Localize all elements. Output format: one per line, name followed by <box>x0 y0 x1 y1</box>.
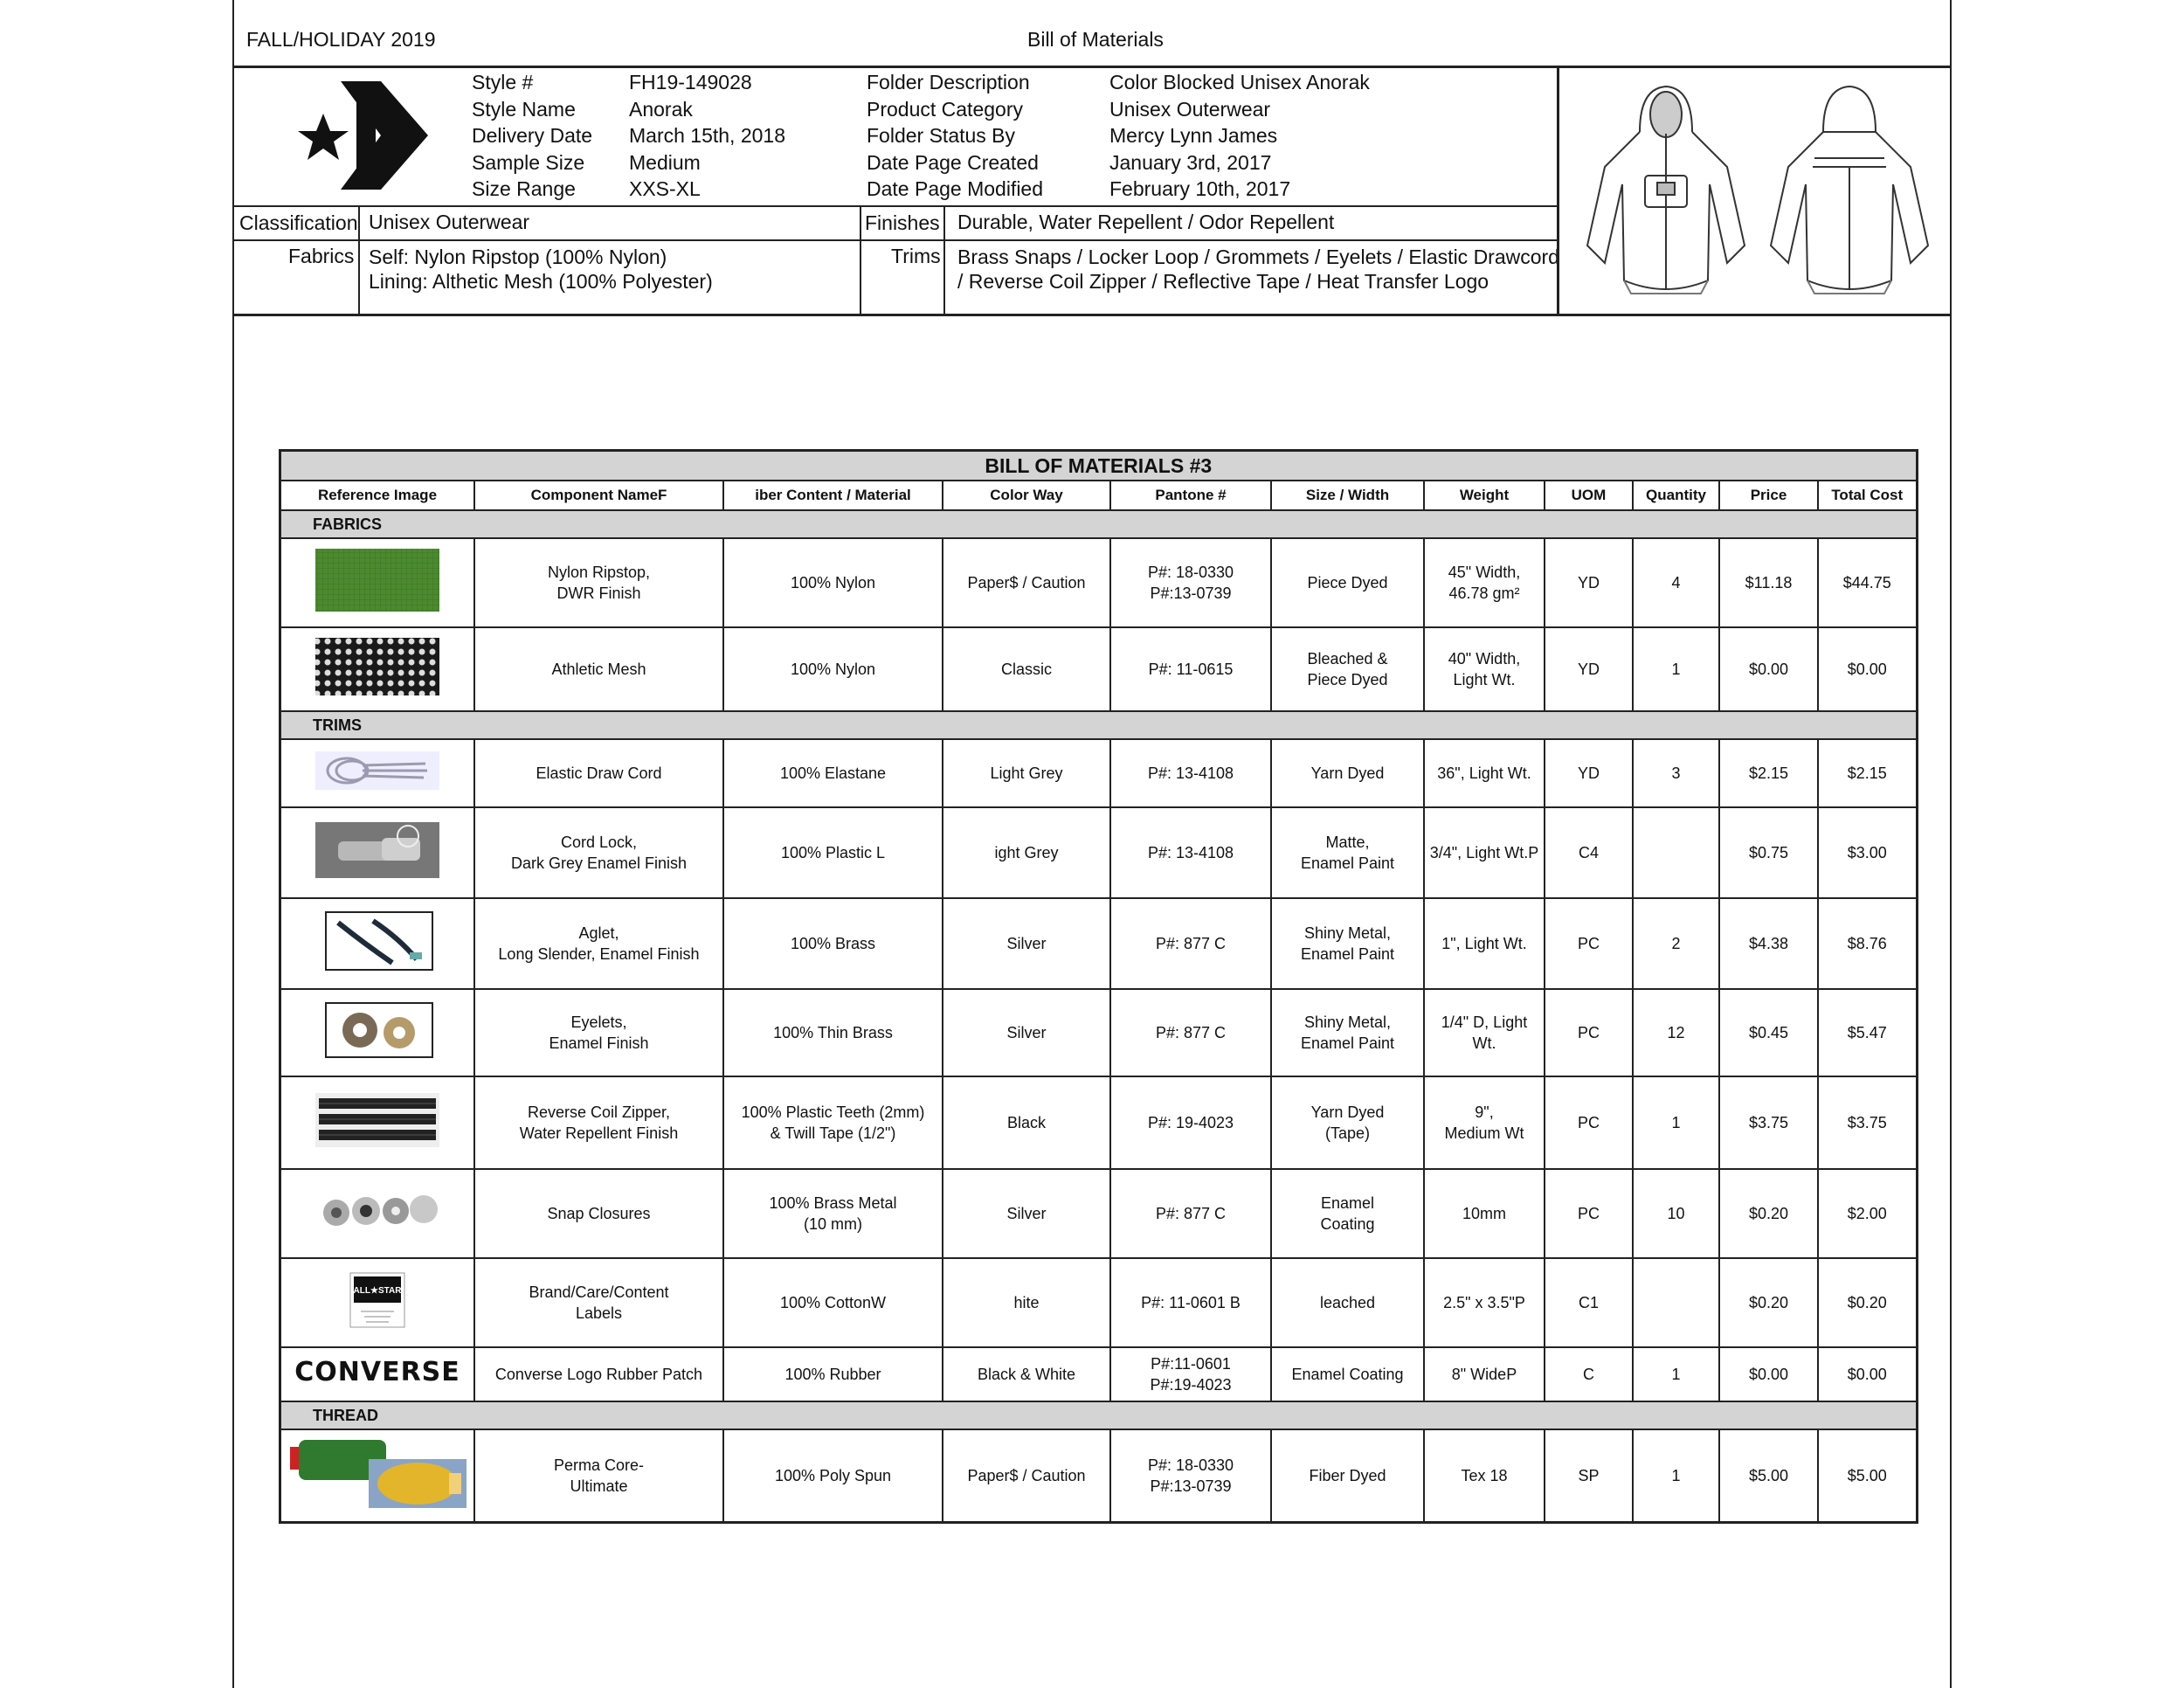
reference-image-cell <box>280 1347 475 1401</box>
green-ripstop-swatch-thumbnail <box>312 547 443 613</box>
style-name-value: Anorak <box>629 97 693 121</box>
total-cost-cell: $0.00 <box>1818 1347 1917 1401</box>
bom-row <box>280 898 1918 989</box>
bom-row <box>280 1258 1918 1347</box>
quantity-cell: 2 <box>1633 898 1719 989</box>
bom-row <box>280 1169 1918 1258</box>
folder-status-label: Folder Status By <box>867 124 1016 147</box>
zipper-thumbnail <box>312 1090 443 1151</box>
color-way-cell: ight Grey <box>943 807 1110 898</box>
section-fabrics <box>280 510 1918 538</box>
pantone-cell: P#: 877 C <box>1110 989 1271 1076</box>
svg-text:ALL★STAR: ALL★STAR <box>353 1286 402 1296</box>
component-name-cell: Perma Core- Ultimate <box>474 1429 723 1522</box>
details-top-rule <box>234 205 1557 207</box>
fiber-content-cell: 100% Nylon <box>723 538 943 627</box>
fiber-content-cell: 100% Brass Metal (10 mm) <box>723 1169 943 1258</box>
total-cost-cell: $5.00 <box>1818 1429 1917 1522</box>
price-cell: $11.18 <box>1719 538 1818 627</box>
price-cell: $2.15 <box>1719 739 1818 807</box>
total-cost-cell: $0.20 <box>1818 1258 1917 1347</box>
quantity-cell: 1 <box>1633 1429 1719 1522</box>
price-cell: $0.20 <box>1719 1169 1818 1258</box>
size-width-cell: Matte, Enamel Paint <box>1271 807 1424 898</box>
anorak-back-sketch <box>1753 71 1946 307</box>
product-category-label: Product Category <box>867 97 1023 121</box>
reference-image-cell <box>280 807 475 898</box>
weight-cell: 40" Width, Light Wt. <box>1424 627 1545 711</box>
quantity-cell: 1 <box>1633 1076 1719 1169</box>
weight-cell: Tex 18 <box>1424 1429 1545 1522</box>
bom-table <box>279 449 1918 1524</box>
component-name-cell: Nylon Ripstop, DWR Finish <box>474 538 723 627</box>
size-width-cell: Enamel Coating <box>1271 1169 1424 1258</box>
component-name-cell: Eyelets, Enamel Finish <box>474 989 723 1076</box>
style-number-label: Style # <box>472 71 534 93</box>
brand-logo-cell <box>234 66 463 205</box>
style-labels-left <box>472 69 592 203</box>
price-cell: $0.45 <box>1719 989 1818 1076</box>
component-name-cell: Elastic Draw Cord <box>474 739 723 807</box>
total-cost-cell: $2.00 <box>1818 1169 1917 1258</box>
weight-cell: 1", Light Wt. <box>1424 898 1545 989</box>
price-cell: $0.00 <box>1719 1347 1818 1401</box>
pantone-cell: P#: 11-0601 B <box>1110 1258 1271 1347</box>
size-width-cell: Yarn Dyed <box>1271 739 1424 807</box>
total-cost-cell: $0.00 <box>1818 627 1917 711</box>
snaps-thumbnail <box>312 1183 443 1239</box>
component-name-cell: Snap Closures <box>474 1169 723 1258</box>
pantone-cell: P#:11-0601 P#:19-4023 <box>1110 1347 1271 1401</box>
finishes-label: Finishes <box>865 211 940 234</box>
bom-header-row <box>280 481 1918 510</box>
thread-spools-thumbnail <box>283 1435 472 1512</box>
cord-lock-thumbnail <box>312 819 443 882</box>
sample-size-value: Medium <box>629 150 701 174</box>
fabrics-value-lining: Lining: Althetic Mesh (100% Polyester) <box>369 270 713 293</box>
fiber-content-cell: 100% Brass <box>723 898 943 989</box>
size-width-cell: Piece Dyed <box>1271 538 1424 627</box>
classification-value: Unisex Outerwear <box>369 211 530 233</box>
color-way-cell: Silver <box>943 898 1110 989</box>
color-way-cell: Black & White <box>943 1347 1110 1401</box>
document-title: Bill of Materials <box>1027 28 1164 51</box>
size-width-cell: Yarn Dyed (Tape) <box>1271 1076 1424 1169</box>
details-mid-rule <box>234 239 1557 241</box>
col-quantity: Quantity <box>1633 481 1719 510</box>
garment-sketch-cell <box>1557 66 1954 314</box>
fiber-content-cell: 100% Plastic L <box>723 807 943 898</box>
quantity-cell: 1 <box>1633 1347 1719 1401</box>
uom-cell: YD <box>1545 538 1633 627</box>
component-name-cell: Brand/Care/Content Labels <box>474 1258 723 1347</box>
weight-cell: 2.5" x 3.5"P <box>1424 1258 1545 1347</box>
total-cost-cell: $2.15 <box>1818 739 1917 807</box>
uom-cell: YD <box>1545 739 1633 807</box>
size-width-cell: Bleached & Piece Dyed <box>1271 627 1424 711</box>
style-values-left <box>629 69 785 203</box>
folder-labels <box>867 69 1043 203</box>
col-uom: UOM <box>1545 481 1633 510</box>
date-created-label: Date Page Created <box>867 150 1039 174</box>
total-cost-cell: $3.75 <box>1818 1076 1917 1169</box>
pantone-cell: P#: 877 C <box>1110 898 1271 989</box>
weight-cell: 45" Width, 46.78 gm² <box>1424 538 1545 627</box>
total-cost-cell: $5.47 <box>1818 989 1917 1076</box>
label-thumbnail <box>312 1268 443 1332</box>
price-cell: $0.20 <box>1719 1258 1818 1347</box>
size-width-cell: Enamel Coating <box>1271 1347 1424 1401</box>
uom-cell: PC <box>1545 1169 1633 1258</box>
reference-image-cell <box>280 627 475 711</box>
size-range-label: Size Range <box>472 177 576 200</box>
fiber-content-cell: 100% Nylon <box>723 627 943 711</box>
uom-cell: SP <box>1545 1429 1633 1522</box>
style-number-value: FH19-149028 <box>629 71 752 93</box>
uom-cell: PC <box>1545 898 1633 989</box>
bom-row <box>280 807 1918 898</box>
season-label: FALL/HOLIDAY 2019 <box>246 28 436 51</box>
fiber-content-cell: 100% Plastic Teeth (2mm) & Twill Tape (1/2") <box>723 1076 943 1169</box>
details-divider-3 <box>943 205 945 314</box>
reference-image-cell <box>280 739 475 807</box>
component-name-cell: Cord Lock, Dark Grey Enamel Finish <box>474 807 723 898</box>
product-category-value: Unisex Outerwear <box>1109 97 1271 121</box>
weight-cell: 10mm <box>1424 1169 1545 1258</box>
fabrics-rows <box>280 538 1918 711</box>
color-way-cell: Paper$ / Caution <box>943 538 1110 627</box>
weight-cell: 1/4" D, Light Wt. <box>1424 989 1545 1076</box>
price-cell: $3.75 <box>1719 1076 1818 1169</box>
pantone-cell: P#: 13-4108 <box>1110 739 1271 807</box>
style-header <box>234 66 1950 316</box>
date-modified-label: Date Page Modified <box>867 177 1044 200</box>
weight-cell: 8" WideP <box>1424 1347 1545 1401</box>
date-created-value: January 3rd, 2017 <box>1109 150 1272 174</box>
col-color-way: Color Way <box>943 481 1110 510</box>
details-divider-1 <box>358 205 360 314</box>
trims-rows <box>280 739 1918 1401</box>
color-way-cell: Classic <box>943 627 1110 711</box>
color-way-cell: Silver <box>943 989 1110 1076</box>
col-pantone: Pantone # <box>1110 481 1271 510</box>
trims-value-line1: Brass Snaps / Locker Loop / Grommets / Eyelets / Elastic Drawcord <box>957 246 1559 268</box>
size-width-cell: Fiber Dyed <box>1271 1429 1424 1522</box>
fiber-content-cell: 100% Rubber <box>723 1347 943 1401</box>
fabrics-value-self: Self: Nylon Ripstop (100% Nylon) <box>369 246 667 268</box>
pantone-cell: P#: 11-0615 <box>1110 627 1271 711</box>
sample-size-label: Sample Size <box>472 150 585 174</box>
section-trims <box>280 711 1918 739</box>
delivery-date-value: March 15th, 2018 <box>629 124 786 147</box>
reference-image-cell <box>280 1429 475 1522</box>
date-modified-value: February 10th, 2017 <box>1109 177 1291 200</box>
uom-cell: YD <box>1545 627 1633 711</box>
fiber-content-cell: 100% Poly Spun <box>723 1429 943 1522</box>
uom-cell: PC <box>1545 989 1633 1076</box>
classification-label: Classification <box>239 211 358 234</box>
component-name-cell: Athletic Mesh <box>474 627 723 711</box>
price-cell: $0.00 <box>1719 627 1818 711</box>
folder-values <box>1109 69 1370 203</box>
uom-cell: C1 <box>1545 1258 1633 1347</box>
quantity-cell <box>1633 807 1719 898</box>
reference-image-cell <box>280 538 475 627</box>
bom-row <box>280 739 1918 807</box>
eyelets-thumbnail <box>312 1000 443 1061</box>
section-thread-label: THREAD <box>280 1401 1918 1429</box>
section-thread <box>280 1401 1918 1429</box>
anorak-front-sketch <box>1570 71 1762 307</box>
color-way-cell: Paper$ / Caution <box>943 1429 1110 1522</box>
size-width-cell: Shiny Metal, Enamel Paint <box>1271 989 1424 1076</box>
fiber-content-cell: 100% Thin Brass <box>723 989 943 1076</box>
draw-cord-thumbnail <box>312 746 443 795</box>
quantity-cell <box>1633 1258 1719 1347</box>
quantity-cell: 10 <box>1633 1169 1719 1258</box>
delivery-date-label: Delivery Date <box>472 124 593 147</box>
size-range-value: XXS-XL <box>629 177 701 200</box>
col-price: Price <box>1719 481 1818 510</box>
reference-image-cell <box>280 898 475 989</box>
weight-cell: 36", Light Wt. <box>1424 739 1545 807</box>
aglet-thumbnail <box>312 909 443 973</box>
reference-image-cell <box>280 1169 475 1258</box>
uom-cell: C <box>1545 1347 1633 1401</box>
size-width-cell: Shiny Metal, Enamel Paint <box>1271 898 1424 989</box>
finishes-value: Durable, Water Repellent / Odor Repellent <box>957 211 1335 233</box>
price-cell: $4.38 <box>1719 898 1818 989</box>
quantity-cell: 3 <box>1633 739 1719 807</box>
top-bar <box>234 0 1950 68</box>
bom-row <box>280 989 1918 1076</box>
converse-star-chevron-logo <box>234 66 463 205</box>
weight-cell: 9", Medium Wt <box>1424 1076 1545 1169</box>
reference-image-cell <box>280 1076 475 1169</box>
bom-title: BILL OF MATERIALS #3 <box>280 451 1918 481</box>
folder-description-label: Folder Description <box>867 71 1030 93</box>
converse-wordmark-thumbnail <box>294 1354 460 1389</box>
folder-description-value: Color Blocked Unisex Anorak <box>1109 71 1370 93</box>
converse-wordmark-text: CONVERSE <box>294 1357 460 1387</box>
size-width-cell: leached <box>1271 1258 1424 1347</box>
component-name-cell: Converse Logo Rubber Patch <box>474 1347 723 1401</box>
color-way-cell: Light Grey <box>943 739 1110 807</box>
bom-row <box>280 627 1918 711</box>
col-fiber-content: iber Content / Material <box>723 481 943 510</box>
color-way-cell: Silver <box>943 1169 1110 1258</box>
pantone-cell: P#: 13-4108 <box>1110 807 1271 898</box>
reference-image-cell <box>280 989 475 1076</box>
uom-cell: PC <box>1545 1076 1633 1169</box>
folder-status-value: Mercy Lynn James <box>1109 124 1278 147</box>
color-way-cell: hite <box>943 1258 1110 1347</box>
col-component-name: Component NameF <box>474 481 723 510</box>
price-cell: $0.75 <box>1719 807 1818 898</box>
col-total-cost: Total Cost <box>1818 481 1917 510</box>
color-way-cell: Black <box>943 1076 1110 1169</box>
quantity-cell: 4 <box>1633 538 1719 627</box>
col-size-width: Size / Width <box>1271 481 1424 510</box>
pantone-cell: P#: 18-0330 P#:13-0739 <box>1110 538 1271 627</box>
reference-image-cell <box>280 1258 475 1347</box>
uom-cell: C4 <box>1545 807 1633 898</box>
mesh-swatch-thumbnail <box>312 636 443 697</box>
trims-label: Trims <box>891 245 941 267</box>
pantone-cell: P#: 18-0330 P#:13-0739 <box>1110 1429 1271 1522</box>
quantity-cell: 12 <box>1633 989 1719 1076</box>
col-reference-image: Reference Image <box>280 481 475 510</box>
details-divider-2 <box>860 205 861 314</box>
price-cell: $5.00 <box>1719 1429 1818 1522</box>
section-trims-label: TRIMS <box>280 711 1918 739</box>
pantone-cell: P#: 19-4023 <box>1110 1076 1271 1169</box>
bom-row <box>280 1429 1918 1522</box>
fiber-content-cell: 100% CottonW <box>723 1258 943 1347</box>
trims-value-line2: / Reverse Coil Zipper / Reflective Tape / Heat Transfer Logo <box>957 270 1489 293</box>
total-cost-cell: $8.76 <box>1818 898 1917 989</box>
bom-row <box>280 538 1918 627</box>
fabrics-label: Fabrics <box>288 245 355 267</box>
quantity-cell: 1 <box>1633 627 1719 711</box>
component-name-cell: Aglet, Long Slender, Enamel Finish <box>474 898 723 989</box>
pantone-cell: P#: 877 C <box>1110 1169 1271 1258</box>
bom-row <box>280 1347 1918 1401</box>
thread-rows <box>280 1429 1918 1522</box>
total-cost-cell: $3.00 <box>1818 807 1917 898</box>
section-fabrics-label: FABRICS <box>280 510 1918 538</box>
bom-row <box>280 1076 1918 1169</box>
col-weight: Weight <box>1424 481 1545 510</box>
component-name-cell: Reverse Coil Zipper, Water Repellent Finish <box>474 1076 723 1169</box>
bom-title-row <box>280 451 1918 481</box>
weight-cell: 3/4", Light Wt.P <box>1424 807 1545 898</box>
style-name-label: Style Name <box>472 97 576 121</box>
total-cost-cell: $44.75 <box>1818 538 1917 627</box>
fiber-content-cell: 100% Elastane <box>723 739 943 807</box>
